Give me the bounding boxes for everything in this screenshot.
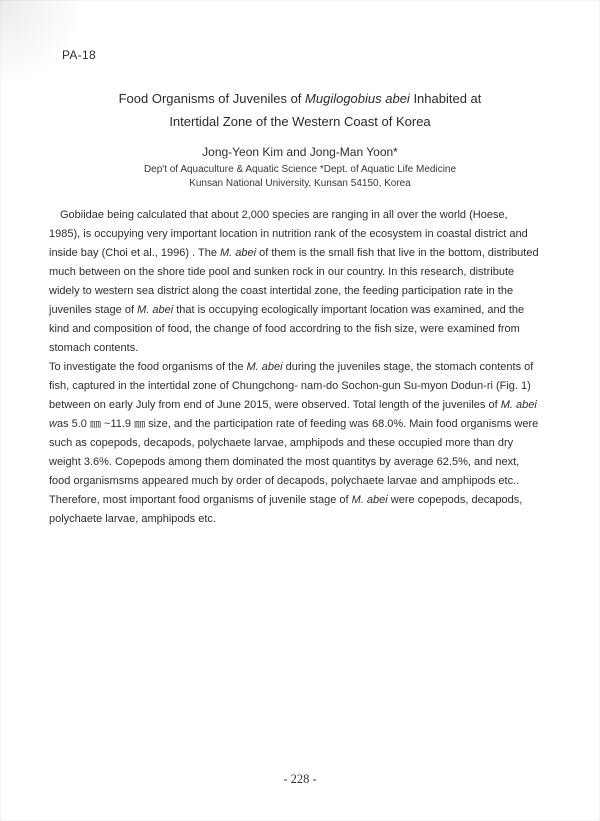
authors-line: Jong-Yeon Kim and Jong-Man Yoon* — [202, 145, 398, 159]
abstract-body — [49, 206, 541, 529]
affiliation-line-2: Kunsan National University, Kunsan 54150, Korea — [189, 177, 411, 189]
abstract-paragraph-3: Therefore, most important food organisms of juvenile stage of M. abei were copepods, decapods, polychaete larvae, amphipods etc. — [49, 494, 523, 525]
paper-code-label: PA-18 — [62, 48, 96, 62]
paper-title — [0, 87, 600, 133]
page-number: - 228 - — [283, 772, 317, 786]
abstract-paragraph-2: To investigate the food organisms of the M. abei during the juveniles stage, the stomach contents of fish, captured in the intertidal zone of Chungchong- nam-do Sochon-gun Su-myon Dodun-ri (Fig. 1) between on early July from end of June 2015, were observed. Total length of the juveniles of M. abei was 5.0 ㎜ ~11.9 ㎜ size, and the participation rate of feeding was 68.0%. Main food organisms were such as copepods, decapods, polychaete larvae, amphipods and these occupied more than dry weight 3.6%. Copepods among them dominated the most quantitys by average 62.5%, and next, food organismsms appeared much by order of decapods, polychaete larvae and amphipods etc.. — [49, 361, 539, 487]
paper-title-line-2: Intertidal Zone of the Western Coast of Korea — [169, 114, 431, 129]
affiliation-block — [0, 163, 600, 190]
abstract-paragraph-1: Gobiidae being calculated that about 2,000 species are ranging in all over the world (Hoese, 1985), is occupying very important location in nutrition rank of the ecosystem in coastal district and inside bay (Choi et al., 1996) . The M. abei of them is the small fish that live in the bottom, distributed much between on the shore tide pool and sunken rock in our country. In this research, distribute widely to western sea district along the coast intertidal zone, the feeding participation rate in the juveniles stage of M. abei that is occupying ecologically important location was examined, and the kind and composition of food, the change of food accordring to the fish size, were examined from stomach contents. — [49, 209, 539, 354]
affiliation-line-1: Dep't of Aquaculture & Aquatic Science *Dept. of Aquatic Life Medicine — [143, 164, 457, 175]
paper-title-line-1: Food Organisms of Juveniles of Mugilogobius abei Inhabited at — [118, 91, 482, 106]
